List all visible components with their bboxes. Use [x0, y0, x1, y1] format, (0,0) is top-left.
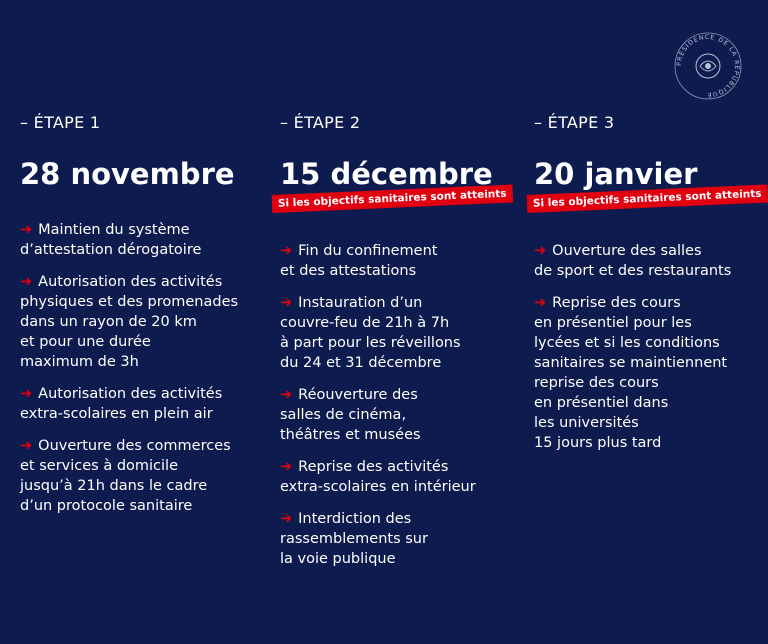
- list-item: ➜ Interdiction des rassemblements sur la voie publique: [280, 511, 428, 567]
- step-3-date: 20 janvier: [534, 157, 698, 191]
- step-1-date: 28 novembre: [20, 157, 235, 191]
- presidence-emblem: [672, 30, 744, 102]
- list-item: ➜ Réouverture des salles de cinéma, théâtres et musées: [280, 387, 421, 443]
- list-item: ➜ Ouverture des commerces et services à domicile jusqu’à 21h dans le cadre d’un protocole sanitaire: [20, 438, 231, 514]
- step-2-date: 15 décembre: [280, 157, 493, 191]
- step-3-label: – ÉTAPE 3: [534, 113, 615, 132]
- step-2-items: [280, 241, 520, 569]
- arrow-icon: ➜: [280, 511, 293, 527]
- arrow-icon: ➜: [280, 295, 293, 311]
- step-1-label: – ÉTAPE 1: [20, 113, 101, 132]
- arrow-icon: ➜: [20, 386, 33, 402]
- list-item: ➜ Maintien du système d’attestation dérogatoire: [20, 222, 202, 258]
- arrow-icon: ➜: [534, 243, 547, 259]
- step-3-column: [534, 112, 760, 465]
- list-item: ➜ Autorisation des activités extra-scolaires en plein air: [20, 386, 223, 422]
- step-2-column: [277, 112, 520, 581]
- step-1-column: [20, 112, 260, 528]
- arrow-icon: ➜: [20, 222, 33, 238]
- arrow-icon: ➜: [280, 243, 293, 259]
- step-2-label: – ÉTAPE 2: [280, 113, 361, 132]
- arrow-icon: ➜: [20, 438, 33, 454]
- arrow-icon: ➜: [280, 459, 293, 475]
- list-item: ➜ Reprise des cours en présentiel pour les lycées et si les conditions sanitaires se maintiennent reprise des cours en présentiel dans les universités 15 jours plus tard: [534, 295, 728, 451]
- step-1-items: [20, 220, 260, 516]
- condition-banner: Si les objectifs sanitaires sont atteints: [272, 185, 513, 213]
- emblem-text: PRÉSIDENCE DE LA RÉPUBLIQUE: [675, 33, 741, 99]
- list-item: ➜ Autorisation des activités physiques et des promenades dans un rayon de 20 km et pour une durée maximum de 3h: [20, 274, 239, 370]
- condition-banner: Si les objectifs sanitaires sont atteints: [527, 185, 768, 213]
- list-item: ➜ Instauration d’un couvre-feu de 21h à 7h à part pour les réveillons du 24 et 31 décembre: [280, 295, 461, 371]
- arrow-icon: ➜: [534, 295, 547, 311]
- arrow-icon: ➜: [20, 274, 33, 290]
- list-item: ➜ Reprise des activités extra-scolaires en intérieur: [280, 459, 476, 495]
- list-item: ➜ Ouverture des salles de sport et des restaurants: [534, 243, 732, 279]
- arrow-icon: ➜: [280, 387, 293, 403]
- list-item: ➜ Fin du confinement et des attestations: [280, 243, 438, 279]
- step-3-items: [534, 241, 760, 453]
